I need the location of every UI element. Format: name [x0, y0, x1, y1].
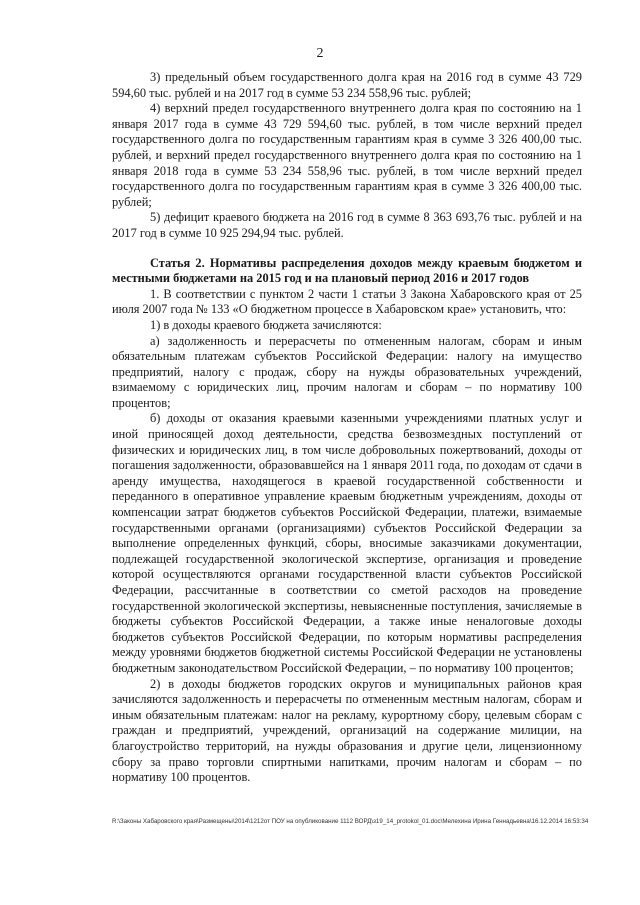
paragraph-regional-revenue: 1) в доходы краевого бюджета зачисляются:	[150, 317, 382, 332]
paragraph-article-intro: 1. В соответствии с пунктом 2 части 1 статьи 3 Закона Хабаровского края от 25 июля 2007 года № 133 «О бюджетном процессе в Хабаровском крае» установить, что:	[112, 286, 582, 317]
paragraph-upper-debt-limit: 4) верхний предел государственного внутреннего долга края по состоянию на 1 января 2017 года в сумме 43 729 594,60 тыс. рублей, в том числе верхний предел государственного долга по государственным гарантиям края в сумме 3 326 400,00 тыс. рублей, и верхний предел государственного внутреннего долга края по состоянию на 1 января 2018 года в сумме 53 234 558,96 тыс. рублей, в том числе верхний предел государственного долга по государственным гарантиям края в сумме 3 326 400,00 тыс. рублей;	[112, 101, 582, 209]
file-path-footer: R:\Законы Хабаровского края\Размещены\2014\1212от ПОУ на опубликование 1112 ВОРД\з19_14_protokol_01.doc\Мелехина Ирина Геннадьевна\16.12.2014 16:53:34	[112, 818, 589, 825]
paragraph-municipal-revenue: 2) в доходы бюджетов городских округов и муниципальных районов края зачисляются задолженность и перерасчеты по отмененным местным налогам, сборам и иным обязательным платежам: налог на рекламу, курортному сбору, целевым сборам с граждан и предприятий, учреждений, организаций на содержание милиции, на благоустройство территорий, на нужды образования и другие цели, лицензионному сбору за право торговли спиртными напитками, прочим налогам и сборам – по нормативу 100 процентов.	[112, 676, 582, 785]
paragraph-deficit: 5) дефицит краевого бюджета на 2016 год в сумме 8 363 693,76 тыс. рублей и на 2017 год в сумме 10 925 294,94 тыс. рублей.	[112, 210, 582, 240]
page-number: 2	[316, 46, 324, 61]
paragraph-item-a: а) задолженность и перерасчеты по отмененным налогам, сборам и иным обязательным платежам субъектов Российской Федерации: налогу на имущество предприятий, налогу с продаж, сбору на нужды образовательных учреждений, взимаемому с юридических лиц, прочим налогам и сборам – по нормативу 100 процентов;	[112, 333, 582, 410]
article-2-heading: Статья 2. Нормативы распределения доходов между краевым бюджетом и местными бюджетами на 2015 год и на плановый период 2016 и 2017 годов	[112, 255, 582, 286]
paragraph-debt-limit: 3) предельный объем государственного долга края на 2016 год в сумме 43 729 594,60 тыс. рублей и на 2017 год в сумме 53 234 558,96 тыс. рублей;	[112, 70, 582, 100]
paragraph-item-b: б) доходы от оказания краевыми казенными учреждениями платных услуг и иной приносящей доход деятельности, средства безвозмездных поступлений от физических и юридических лиц, в том числе добровольных пожертвований, доходы от погашения задолженности, образовавшейся на 1 января 2011 года, по доходам от сдачи в аренду имущества, находящегося в краевой государственной собственности и переданного в оперативное управление краевым бюджетным учреждениям, доходы от компенсации затрат бюджетов субъектов Российской Федерации, платежи, взимаемые государственными органами (организациями) субъектов Российской Федерации за выполнение определенных функций, сборы, вносимые заказчиками документации, подлежащей государственной экологической экспертизе, организация и проведение которой осуществляются органами государственной власти субъектов Российской Федерации, рассчитанные в соответствии со сметой расходов на проведение государственной экологической экспертизы, невыясненные поступления, зачисляемые в бюджеты субъектов Российской Федерации, а также иные неналоговые доходы бюджетов субъектов Российской Федерации, по которым нормативы распределения между уровнями бюджетов бюджетной системы Российской Федерации не установлены бюджетным законодательством Российской Федерации, – по нормативу 100 процентов;	[112, 411, 582, 675]
document-body	[112, 70, 582, 786]
